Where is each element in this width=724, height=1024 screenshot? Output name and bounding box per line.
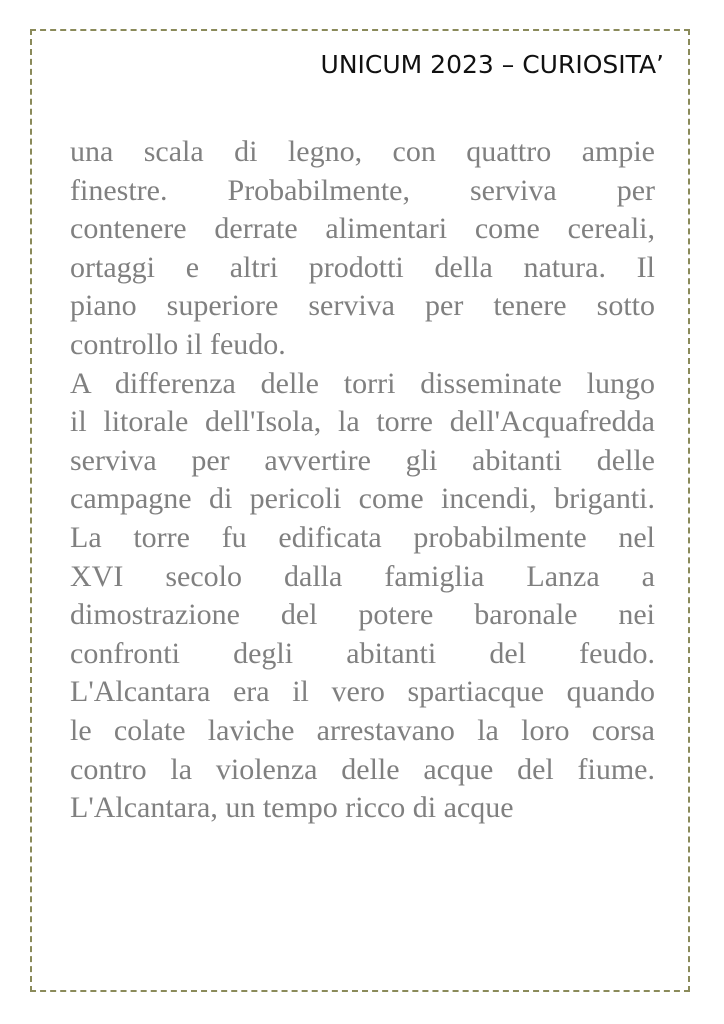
text-line: il litorale dell'Isola, la torre dell'Acquafredda xyxy=(70,405,655,439)
text-line: le colate laviche arrestavano la loro corsa xyxy=(70,713,655,747)
text-line: finestre. Probabilmente, serviva per xyxy=(70,173,655,207)
text-line: L'Alcantara era il vero spartiacque quando xyxy=(70,675,655,709)
text-line: piano superiore serviva per tenere sotto xyxy=(70,289,655,323)
text-line: La torre fu edificata probabilmente nel xyxy=(70,520,655,554)
text-line: dimostrazione del potere baronale nei xyxy=(70,598,655,632)
paragraph-2 xyxy=(70,365,655,828)
text-line: contro la violenza delle acque del fiume. xyxy=(70,752,655,786)
text-line: serviva per avvertire gli abitanti delle xyxy=(70,443,655,477)
text-line: XVI secolo dalla famiglia Lanza a xyxy=(70,559,655,593)
paragraph-1 xyxy=(70,133,655,365)
body-text xyxy=(70,133,655,828)
text-line: una scala di legno, con quattro ampie xyxy=(70,135,655,168)
text-line: contenere derrate alimentari come cereali, xyxy=(70,212,655,246)
text-line: A differenza delle torri disseminate lungo xyxy=(70,366,655,400)
page-header-title: UNICUM 2023 – CURIOSITA’ xyxy=(320,50,664,79)
text-line: L'Alcantara, un tempo ricco di acque xyxy=(70,791,514,825)
text-line: ortaggi e altri prodotti della natura. Il xyxy=(70,250,655,284)
text-line: campagne di pericoli come incendi, briganti. xyxy=(70,482,655,516)
text-line: confronti degli abitanti del feudo. xyxy=(70,636,655,670)
text-line: controllo il feudo. xyxy=(70,327,286,361)
